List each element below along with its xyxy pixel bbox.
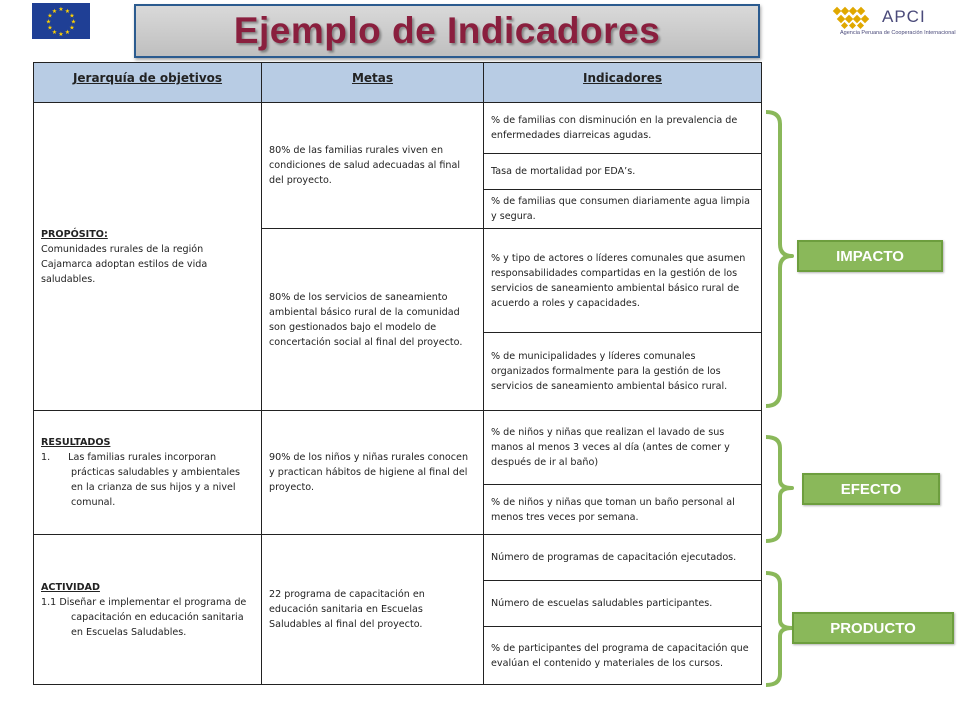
apci-logo xyxy=(832,4,956,44)
proposito-indicator-4: % y tipo de actores o líderes comunales que asumen responsabilidades compartidas en la gestión de los servicios de saneamiento ambiental básico rural de acuerdo a roles y capacidades. xyxy=(484,229,762,333)
resultados-indicator-2: % de niños y niñas que toman un baño personal al menos tres veces por semana. xyxy=(484,485,762,535)
title-banner xyxy=(134,4,760,58)
indicators-table xyxy=(33,62,762,685)
resultados-indicator-1: % de niños y niñas que realizan el lavado de sus manos al menos 3 veces al día (antes de comer y después de ir al baño) xyxy=(484,411,762,485)
apci-subtitle: Agencia Peruana de Cooperación Internacional xyxy=(840,30,956,36)
header-goals: Metas xyxy=(262,63,484,103)
actividad-cell xyxy=(34,535,262,685)
actividad-meta: 22 programa de capacitación en educación sanitaria en Escuelas Saludables al final del proyecto. xyxy=(262,535,484,685)
svg-text:★: ★ xyxy=(58,6,64,13)
actividad-indicator-1: Número de programas de capacitación ejecutados. xyxy=(484,535,762,581)
svg-text:★: ★ xyxy=(51,8,58,15)
svg-text:★: ★ xyxy=(47,24,53,32)
actividad-indicator-3: % de participantes del programa de capacitación que evalúan el contenido y materiales de los cursos. xyxy=(484,627,762,685)
table-row xyxy=(34,535,762,581)
table-header-row xyxy=(34,63,762,103)
proposito-indicator-2: Tasa de mortalidad por EDA’s. xyxy=(484,154,762,190)
svg-text:★: ★ xyxy=(64,8,71,15)
resultados-item-number: 1. xyxy=(41,452,51,463)
efecto-label: EFECTO xyxy=(802,473,940,505)
resultados-meta: 90% de los niños y niñas rurales conocen y practican hábitos de higiene al final del proyecto. xyxy=(262,411,484,535)
proposito-meta-1: 80% de las familias rurales viven en condiciones de salud adecuadas al final del proyecto. xyxy=(262,103,484,229)
svg-text:★: ★ xyxy=(47,12,53,20)
actividad-label: ACTIVIDAD xyxy=(41,581,100,593)
header-indicators: Indicadores xyxy=(484,63,762,103)
table-row xyxy=(34,103,762,154)
page-title: Ejemplo de Indicadores xyxy=(233,10,661,51)
apci-name: APCI xyxy=(882,7,926,26)
svg-text:★: ★ xyxy=(70,18,77,26)
resultados-item-text: Las familias rurales incorporan prácticas saludables y ambientales en la crianza de sus hijos y a nivel comunal. xyxy=(68,452,241,508)
proposito-indicator-3: % de familias que consumen diariamente agua limpia y segura. xyxy=(484,190,762,229)
svg-text:★: ★ xyxy=(64,29,71,36)
proposito-indicator-5: % de municipalidades y líderes comunales organizados formalmente para la gestión de los servicios de saneamiento ambiental básico rural. xyxy=(484,333,762,411)
actividad-indicator-2: Número de escuelas saludables participantes. xyxy=(484,581,762,627)
proposito-label: PROPÓSITO: xyxy=(41,228,108,240)
impacto-brace-icon xyxy=(760,108,800,410)
proposito-meta-2: 80% de los servicios de saneamiento ambiental básico rural de la comunidad son gestionados bajo el modelo de concertación social al final del proyecto. xyxy=(262,229,484,411)
proposito-text: Comunidades rurales de la región Cajamarca adoptan estilos de vida saludables. xyxy=(41,243,208,285)
eu-flag-icon xyxy=(32,3,90,39)
svg-text:★: ★ xyxy=(69,12,75,20)
svg-text:★: ★ xyxy=(51,29,58,36)
impacto-label: IMPACTO xyxy=(797,240,943,272)
proposito-cell xyxy=(34,103,262,411)
actividad-item-text: Diseñar e implementar el programa de capacitación en educación sanitaria en Escuelas Saludables. xyxy=(59,596,247,638)
header-objectives: Jerarquía de objetivos xyxy=(34,63,262,103)
resultados-cell xyxy=(34,411,262,535)
svg-text:★: ★ xyxy=(45,18,52,26)
producto-label: PRODUCTO xyxy=(792,612,954,644)
resultados-label: RESULTADOS xyxy=(41,437,111,448)
apci-logo-icon xyxy=(832,4,880,30)
actividad-item-number: 1.1 xyxy=(41,596,57,608)
table-row xyxy=(34,411,762,485)
proposito-indicator-1: % de familias con disminución en la prevalencia de enfermedades diarreicas agudas. xyxy=(484,103,762,154)
svg-text:★: ★ xyxy=(69,24,75,32)
efecto-brace-icon xyxy=(760,434,800,544)
svg-text:★: ★ xyxy=(58,31,64,38)
